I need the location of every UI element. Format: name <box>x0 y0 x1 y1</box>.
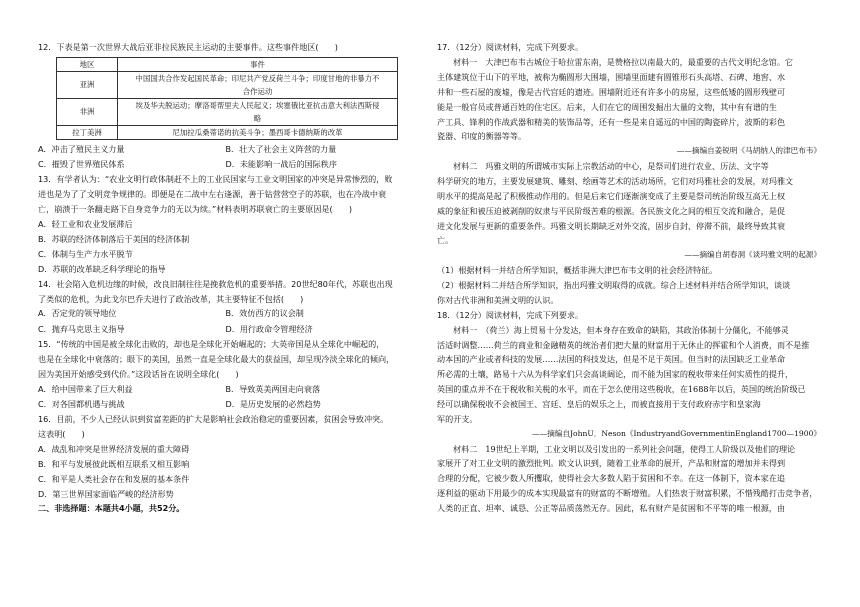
text-line: 合理的分配，它被少数人所攫取，使得社会大多数人陷于贫困和不幸。在这一体制下，资本家在追 <box>437 473 786 484</box>
left-column <box>38 40 413 516</box>
option-b: B．效仿西方的议会制 <box>225 308 304 319</box>
table-cell-line: 略 <box>253 113 262 123</box>
text-line: 动本国的产业或者科技的发展……法国的科技发达，但是不足于英国。但当时的法国缺乏工业革命 <box>437 354 786 365</box>
table-cell-line: 埃及华夫脱运动；摩洛哥帮里夫人民起义；埃塞俄比亚抗击意大利法西斯侵 <box>135 100 380 110</box>
table-header-events: 事件 <box>118 57 398 71</box>
q12-stem: 12．下表是第一次世界大战后亚非拉民族民主运动的主要事件。这些事件地区( ) <box>38 42 338 52</box>
option-b: B．壮大了社会主义阵营的力量 <box>225 143 337 154</box>
text-line: 也是在全球化中衰落的；眼下的美国，虽然一直是全球化最大的获益国，却呈现冷淡全球化的倾向， <box>38 353 395 364</box>
table-cell-region: 非洲 <box>57 98 118 125</box>
table-cell-events <box>118 98 398 125</box>
option-d: D．苏联的改革缺乏科学理论的指导 <box>38 263 166 274</box>
question-15 <box>38 337 413 412</box>
text-line: 13．有学者认为：“农业文明行政体制赶不上的工业民国家与工业文明国家的冲突是异常惨烈的，败 <box>38 174 393 185</box>
option-c: C．和平是人类社会存在和发展的基本条件 <box>38 473 190 484</box>
text-line: 14．社会陷入危机边缘的时候，改良旧制往往是挽救危机的重要举措。20世纪80年代，苏联也出现 <box>38 278 393 289</box>
option-d: D．第三世界国家面临严峻的经济形势 <box>38 488 174 499</box>
text-line: 了类似的危机，为此戈尔巴乔夫进行了政治改革，其主要特征不包括( ) <box>38 293 304 304</box>
text-line: 能是一般官员或普通百姓的住宅区。后来，人们在它的周围发掘出大量的文物，其中有有谱的生 <box>437 101 777 112</box>
option-a: A．战乱和冲突是世界经济发展的重大障碍 <box>38 443 190 454</box>
material-2 <box>437 159 821 263</box>
text-line: 英国的重点并不在于税收和关税的水平，而在于怎么使用这些税收，在1688年以后，英国的统治阶级已 <box>437 384 806 395</box>
option-d: D．用行政命令管理经济 <box>225 323 313 334</box>
text-line: 进文化发展与更新的重要条件。玛雅文明长期缺乏对外交流，固步自封、停滞不前，最终导致其衰 <box>437 220 786 231</box>
material-3 <box>437 323 821 442</box>
text-line: 产工具、锋利的作战武器和精美的装饰品等，还有一些是来自遥远的中国的陶瓷碎片，波斯的彩色 <box>437 116 786 127</box>
text-line: 16．目前，不少人已经认识到贫富差距的扩大是影响社会政治稳定的重要因素，贫困会导致冲突。 <box>38 414 389 424</box>
text-line: 亡。 <box>437 235 454 246</box>
text-line: 井和一些石屋的废墟，像是古代宫廷的遗迹。围墙附近还有许多小的房屋，这些低矮的圆形残壁可 <box>437 86 786 97</box>
events-table <box>56 57 398 140</box>
text-line: 军的开支。 <box>437 414 478 425</box>
text-line: 15．“传统的中国是被全球化击败的，却也是全球化开始崛起的；大英帝国是从全球化中崛起的， <box>38 338 385 349</box>
q12-options-row <box>38 157 413 172</box>
text-line: 进也是为了了文明竞争规律的。即便是在二战中左右逢源，善于钻营营空子的苏联，也在冷战中衰 <box>38 189 387 200</box>
table-row <box>57 125 398 139</box>
question-14 <box>38 277 413 337</box>
table-cell-region: 亚洲 <box>57 71 118 98</box>
q14-options-row <box>38 306 413 321</box>
option-a: A．否定党的领导地位 <box>38 308 117 319</box>
table-row <box>57 71 398 98</box>
table-cell-line: 中国国共合作发起国民革命；印尼共产党反荷兰斗争；印度甘地的非暴力不 <box>135 73 380 83</box>
table-header-row <box>57 57 398 71</box>
text-line: 亡，崩溃于一条翻走路下自身竞争力的无以为续。”材料表明苏联衰亡的主要原因是( ) <box>38 204 353 215</box>
material-1 <box>437 55 821 159</box>
option-b: B．导致英美两国走向衰落 <box>225 383 321 394</box>
text-line: 威的象征和被压迫被剥削的奴隶与平民阶级苦难的根源。各民族文化之间的相互交流和融合，是促 <box>437 205 786 216</box>
table-cell-region: 拉丁美洲 <box>57 125 118 139</box>
q15-options-row <box>38 397 413 412</box>
text-line: 经可以确保税收不会被国王、宫廷、皇后的娱乐之上，而被直接用于支付政府赤字和皇家海 <box>437 399 761 410</box>
option-d: D．未能影响一战后的国际秩序 <box>225 159 337 170</box>
text-line: 所必需的土壤，路易十六从为科学家们只会高谈阔论，而不能为国家的税收带来任何实质性的提升， <box>437 369 794 380</box>
text-line: 家展开了对工业文明的激烈批判。欧文认识到，随着工业革命的展开，产品和财富的增加并未得到 <box>437 458 786 469</box>
text-line: 明水平的提高是起了积极推动作用的。但是后来它们逐渐演变成了主要是祭司统治阶级互高无上权 <box>437 190 786 201</box>
text-line: （2）根据材料二并结合所学知识，指出玛雅文明取得的成就。综合上述材料并结合所学知识，谈谈 <box>437 279 791 290</box>
q12-options-row <box>38 142 413 157</box>
text-line: 因为美国开始感受到代价。”这段话旨在说明全球化( ) <box>38 368 239 379</box>
table-header-region: 地区 <box>57 57 118 71</box>
text-line: 瓷器、印度的衡器等等。 <box>437 131 527 142</box>
table-cell-line: 尼加拉瓜桑蒂诺的抗美斗争；墨西哥卡德纳斯的改革 <box>172 127 343 137</box>
q18-heading: 18．（12分）阅读材料，完成下列要求。 <box>437 309 584 320</box>
table-cell-events <box>118 125 398 139</box>
question-16 <box>38 412 413 501</box>
q17-heading: 17．（12分）阅读材料，完成下列要求。 <box>437 42 584 52</box>
option-c: C．对各国都机遇与挑战 <box>38 398 125 409</box>
text-line: 这表明( ) <box>38 428 85 439</box>
q17-requirements <box>437 263 821 308</box>
text-line: 人类的正直、坦率、诚恳、公正等品质荡然无存。因此，私有财产是贫困和不平等的唯一根源，由 <box>437 503 786 514</box>
option-d: D．是历史发展的必然趋势 <box>225 398 321 409</box>
option-a: A．给中国带来了巨大利益 <box>38 383 133 394</box>
q15-options-row <box>38 382 413 397</box>
material-4 <box>437 442 821 517</box>
text-line: 材料二 19世纪上半期，工业文明以及引发出的一系列社会问题，使得工人阶级以及他们的理论 <box>453 443 796 454</box>
option-a: A．轻工业和农业发展滞后 <box>38 219 133 230</box>
option-c: C．抛弃马克思主义指导 <box>38 323 125 334</box>
text-line: 逐利益的驱动下用最少的成本实现最富有的财富的不断增殖。人们热衷于财富积累，不惜残酷打击竞争者， <box>437 488 818 499</box>
text-line: 你对古代非洲和美洲文明的认识。 <box>437 294 559 305</box>
text-line: （1）根据材料一并结合所学知识，概括非洲大津巴布韦文明的社会经济特征。 <box>437 264 718 275</box>
option-a: A．冲击了殖民主义力量 <box>38 143 125 154</box>
text-line: 科学研究的地方，主要发展建筑、雕刻、绘画等艺术的活动场所，它们对玛雅社会的发展，对玛雅文 <box>437 175 794 186</box>
option-c: C．摧毁了世界殖民体系 <box>38 159 125 170</box>
source-citation: ——摘编自胡春洞《谈玛雅文明的起源》 <box>684 250 821 260</box>
text-line: 活适时调整……荷兰的商业和金融精英的统治者们把大量的财富用于无休止的挥霍和个人消费，而不是推 <box>437 339 810 350</box>
source-citation: ——摘编自姜锐明《马胡纳人的津巴布韦》 <box>676 146 821 156</box>
right-column <box>437 40 821 516</box>
table-cell-events <box>118 71 398 98</box>
question-13 <box>38 172 413 276</box>
text-line: 材料一 （荷兰）海上贸易十分发达，但本身存在致命的缺陷，其政治体制十分僵化，不能够灵 <box>453 324 789 335</box>
table-row <box>57 98 398 125</box>
option-b: B．和平与发展彼此既相互联系又相互影响 <box>38 458 190 469</box>
q14-options-row <box>38 322 413 337</box>
option-c: C．体制与生产力水平脱节 <box>38 248 133 259</box>
text-line: 主体建筑位于山下的平地，被称为椭圆形大围墙，围墙里面建有圆锥形石头高塔、石碑、地窖、水 <box>437 71 786 82</box>
option-b: B．苏联的经济体制落后于美国的经济体制 <box>38 233 190 244</box>
table-cell-line: 合作运动 <box>242 86 273 96</box>
text-line: 材料二 玛雅文明的所谓城市实际上宗教活动的中心，是祭司们进行农业、历法、文字等 <box>453 160 769 171</box>
section-heading: 二、非选择题：本题共4小题，共52分。 <box>38 503 185 514</box>
text-line: 材料一 大津巴布韦古城位于哈拉雷东南，是赞格拉以南最大的，最重要的古代文明纪念馆。它 <box>453 56 793 67</box>
source-citation: ——摘编自JohnU．Neson《IndustryandGovernmentinEngland1700—1900》 <box>532 428 821 438</box>
